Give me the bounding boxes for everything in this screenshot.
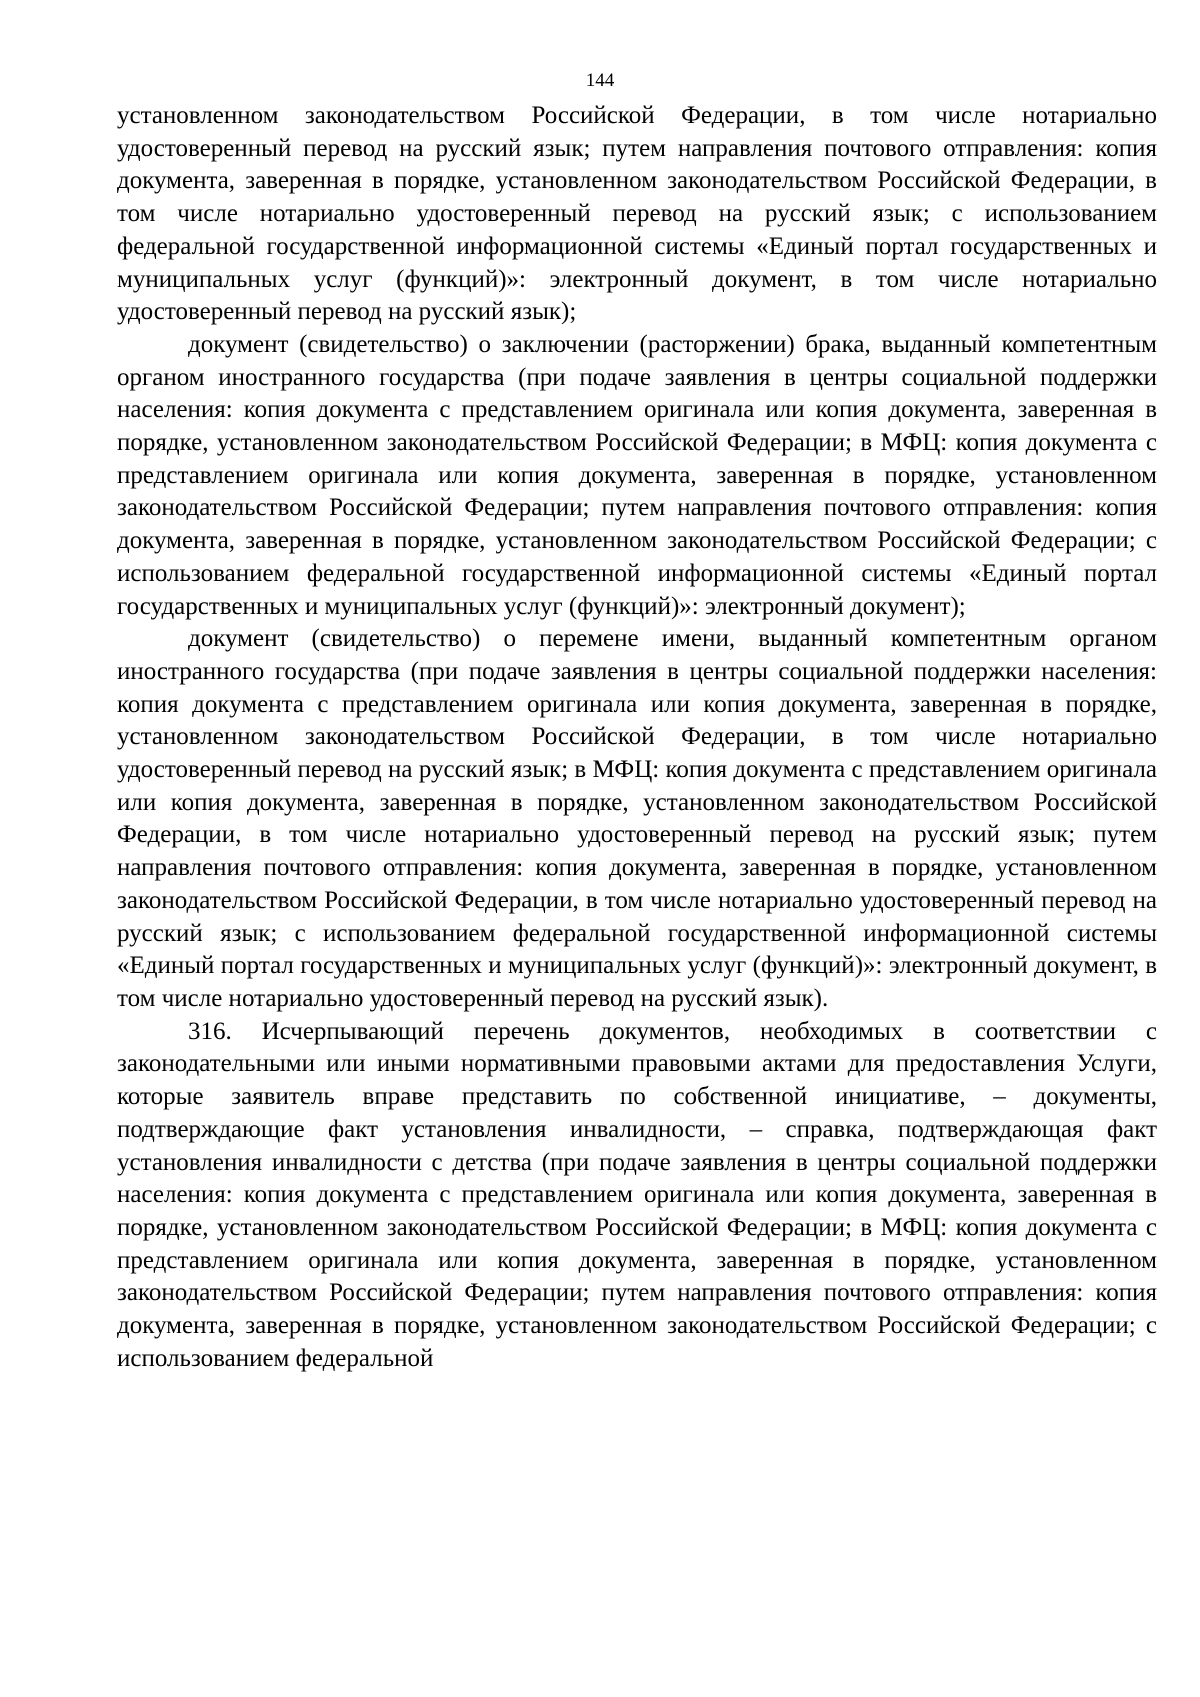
paragraph-clause-316: 316. Исчерпывающий перечень документов, необходимых в соответствии с законодательными или иными нормативными правовыми актами для предоставления Услуги, которые заявитель вправе представить по собственной инициативе, – документы, подтверждающие факт установления инвалидности, – справка, подтверждающая факт установления инвалидности с детства (при подаче заявления в центры социальной поддержки населения: копия документа с представлением оригинала или копия документа, заверенная в порядке, установленном законодательством Российской Федерации; в МФЦ: копия документа с представлением оригинала или копия документа, заверенная в порядке, установленном законодательством Российской Федерации; путем направления почтового отправления: копия документа, заверенная в порядке, установленном законодательством Российской Федерации; с использованием федеральной	[117, 1017, 1157, 1372]
paragraph-continuation: установленном законодательством Российской Федерации, в том числе нотариально удостоверенный перевод на русский язык; путем направления почтового отправления: копия документа, заверенная в порядке, установленном законодательством Российской Федерации, в том числе нотариально удостоверенный перевод на русский язык; с использованием федеральной государственной информационной системы «Единый портал государственных и муниципальных услуг (функций)»: электронный документ, в том числе нотариально удостоверенный перевод на русский язык);	[117, 102, 1157, 326]
paragraph-name-change-certificate: документ (свидетельство) о перемене имени, выданный компетентным органом иностранного государства (при подаче заявления в центры социальной поддержки населения: копия документа с представлением оригинала или копия документа, заверенная в порядке, установленном законодательством Российской Федерации, в том числе нотариально удостоверенный перевод на русский язык; в МФЦ: копия документа с представлением оригинала или копия документа, заверенная в порядке, установленном законодательством Российской Федерации, в том числе нотариально удостоверенный перевод на русский язык; путем направления почтового отправления: копия документа, заверенная в порядке, установленном законодательством Российской Федерации, в том числе нотариально удостоверенный перевод на русский язык; с использованием федеральной государственной информационной системы «Единый портал государственных и муниципальных услуг (функций)»: электронный документ, в том числе нотариально удостоверенный перевод на русский язык).	[117, 625, 1157, 1012]
page-number: 144	[585, 70, 615, 91]
document-body	[117, 100, 1157, 1375]
paragraph-marriage-certificate: документ (свидетельство) о заключении (расторжении) брака, выданный компетентным органом иностранного государства (при подаче заявления в центры социальной поддержки населения: копия документа с представлением оригинала или копия документа, заверенная в порядке, установленном законодательством Российской Федерации; в МФЦ: копия документа с представлением оригинала или копия документа, заверенная в порядке, установленном законодательством Российской Федерации; путем направления почтового отправления: копия документа, заверенная в порядке, установленном законодательством Российской Федерации; с использованием федеральной государственной информационной системы «Единый портал государственных и муниципальных услуг (функций)»: электронный документ);	[117, 330, 1157, 620]
